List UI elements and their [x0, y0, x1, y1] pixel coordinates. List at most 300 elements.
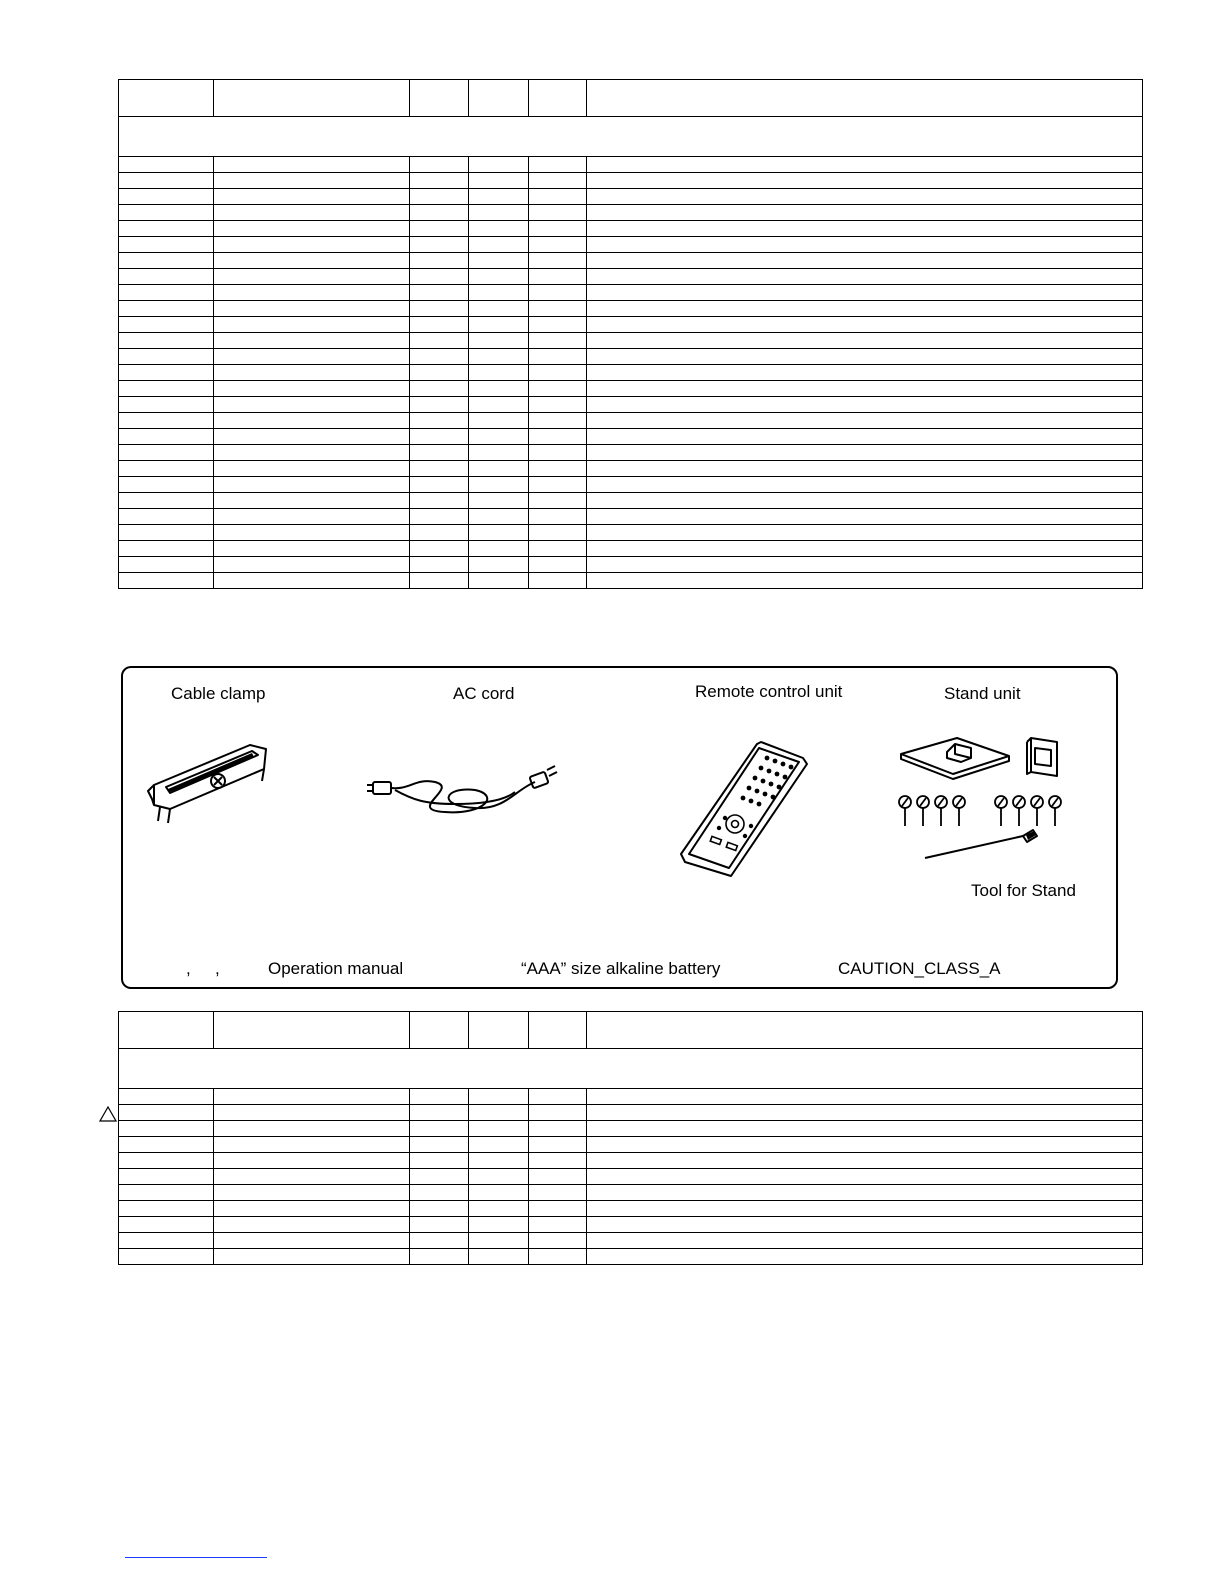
table-cell	[529, 1137, 587, 1153]
table-cell	[119, 1233, 214, 1249]
table-cell	[119, 509, 214, 525]
table-cell	[529, 413, 587, 429]
table-cell	[469, 1153, 529, 1169]
table-cell	[529, 525, 587, 541]
table-cell	[119, 557, 214, 573]
table-cell	[469, 1137, 529, 1153]
table-cell	[587, 1249, 1143, 1265]
table-row	[119, 205, 1143, 221]
table-cell	[587, 365, 1143, 381]
table-cell	[587, 1217, 1143, 1233]
table-cell	[410, 333, 469, 349]
table-cell	[587, 189, 1143, 205]
table-cell	[119, 285, 214, 301]
table-cell	[119, 461, 214, 477]
remote-control-label: Remote control unit	[695, 682, 843, 701]
table-cell	[119, 1169, 214, 1185]
table-cell	[119, 429, 214, 445]
table-cell	[214, 285, 410, 301]
table-cell	[529, 349, 587, 365]
table-cell	[214, 541, 410, 557]
table-cell	[529, 285, 587, 301]
table-cell	[469, 413, 529, 429]
table-cell	[469, 541, 529, 557]
table-cell	[587, 221, 1143, 237]
table-cell	[469, 237, 529, 253]
table-cell	[214, 365, 410, 381]
table-cell	[119, 573, 214, 589]
table-cell	[469, 333, 529, 349]
table-cell	[410, 317, 469, 333]
table-cell	[469, 573, 529, 589]
table-cell	[469, 1105, 529, 1121]
table-cell	[469, 301, 529, 317]
table-cell	[410, 461, 469, 477]
table-cell	[214, 477, 410, 493]
table-cell	[119, 1185, 214, 1201]
table-cell	[119, 189, 214, 205]
table-cell	[410, 301, 469, 317]
table-cell	[410, 429, 469, 445]
table-cell	[529, 557, 587, 573]
parts-table-bottom	[118, 1011, 1143, 1265]
table-cell	[214, 493, 410, 509]
table-cell	[214, 1089, 410, 1105]
table-cell	[529, 1089, 587, 1105]
table-cell	[587, 1185, 1143, 1201]
table-cell	[587, 1169, 1143, 1185]
table-cell	[529, 397, 587, 413]
table-cell	[410, 557, 469, 573]
table-cell	[587, 1105, 1143, 1121]
table-row	[119, 285, 1143, 301]
table-row	[119, 1185, 1143, 1201]
table-cell	[410, 1217, 469, 1233]
table-cell	[529, 477, 587, 493]
table-header-cell	[410, 80, 469, 117]
table-row	[119, 1249, 1143, 1265]
table-row	[119, 461, 1143, 477]
table-cell	[587, 253, 1143, 269]
table-cell	[410, 1185, 469, 1201]
table-cell	[587, 173, 1143, 189]
battery-label: “AAA” size alkaline battery	[521, 959, 721, 978]
operation-manual-label: Operation manual	[268, 959, 404, 978]
table-cell	[529, 317, 587, 333]
parts-table-top	[118, 79, 1143, 589]
table-cell	[587, 301, 1143, 317]
table-cell	[410, 397, 469, 413]
table-cell	[587, 1201, 1143, 1217]
table-row	[119, 1105, 1143, 1121]
table-cell	[469, 1249, 529, 1265]
table-cell	[469, 429, 529, 445]
table-cell	[214, 413, 410, 429]
table-cell	[214, 1217, 410, 1233]
table-cell	[469, 557, 529, 573]
table-cell	[410, 205, 469, 221]
table-row	[119, 365, 1143, 381]
table-cell	[119, 1137, 214, 1153]
table-cell	[469, 253, 529, 269]
table-cell	[214, 1233, 410, 1249]
table-cell	[119, 477, 214, 493]
table-header-cell	[529, 80, 587, 117]
comma-separator-1: ,	[186, 959, 191, 978]
table-header-cell	[587, 80, 1143, 117]
table-cell	[119, 221, 214, 237]
table-cell	[587, 541, 1143, 557]
table-cell	[214, 349, 410, 365]
table-cell	[587, 269, 1143, 285]
table-cell	[469, 157, 529, 173]
table-row	[119, 1201, 1143, 1217]
table-cell	[587, 413, 1143, 429]
table-cell	[469, 1089, 529, 1105]
table-cell	[410, 1169, 469, 1185]
table-section-cell	[119, 1049, 1143, 1089]
table-cell	[529, 301, 587, 317]
table-cell	[587, 237, 1143, 253]
table-cell	[469, 349, 529, 365]
table-cell	[529, 493, 587, 509]
table-cell	[469, 1169, 529, 1185]
table-row	[119, 157, 1143, 173]
table-row	[119, 1233, 1143, 1249]
table-cell	[529, 157, 587, 173]
table-cell	[469, 1233, 529, 1249]
warning-triangle-icon	[99, 1106, 117, 1122]
table-cell	[410, 1201, 469, 1217]
table-cell	[410, 1249, 469, 1265]
tool-for-stand-label: Tool for Stand	[971, 881, 1076, 900]
table-cell	[214, 157, 410, 173]
table-cell	[529, 1185, 587, 1201]
table-cell	[410, 1137, 469, 1153]
table-row	[119, 493, 1143, 509]
table-cell	[410, 381, 469, 397]
table-row	[119, 349, 1143, 365]
table-row	[119, 1121, 1143, 1137]
table-row	[119, 253, 1143, 269]
table-cell	[119, 173, 214, 189]
table-cell	[119, 1217, 214, 1233]
table-cell	[214, 189, 410, 205]
table-row	[119, 1089, 1143, 1105]
table-cell	[529, 173, 587, 189]
table-cell	[410, 237, 469, 253]
table-row	[119, 525, 1143, 541]
table-cell	[119, 493, 214, 509]
table-cell	[410, 157, 469, 173]
table-cell	[214, 429, 410, 445]
table-row	[119, 333, 1143, 349]
table-row	[119, 1169, 1143, 1185]
table-cell	[529, 1249, 587, 1265]
table-cell	[469, 461, 529, 477]
table-cell	[587, 285, 1143, 301]
comma-separator-2: ,	[215, 959, 220, 978]
table-cell	[529, 461, 587, 477]
table-cell	[410, 285, 469, 301]
stand-unit-icon	[895, 732, 1075, 877]
ac-cord-icon	[365, 760, 565, 830]
table-cell	[529, 365, 587, 381]
table-cell	[469, 205, 529, 221]
table-cell	[410, 1105, 469, 1121]
table-cell	[410, 493, 469, 509]
table-cell	[469, 1185, 529, 1201]
table-header-row	[119, 1012, 1143, 1049]
table-row	[119, 317, 1143, 333]
table-cell	[529, 333, 587, 349]
table-cell	[469, 525, 529, 541]
table-cell	[587, 333, 1143, 349]
table-row	[119, 1153, 1143, 1169]
table-header-cell	[469, 80, 529, 117]
table-cell	[469, 397, 529, 413]
table-row	[119, 557, 1143, 573]
table-cell	[119, 333, 214, 349]
table-header-cell	[214, 80, 410, 117]
table-cell	[119, 349, 214, 365]
table-cell	[529, 381, 587, 397]
table-cell	[587, 573, 1143, 589]
table-header-cell	[119, 80, 214, 117]
table-cell	[214, 317, 410, 333]
table-cell	[119, 157, 214, 173]
table-cell	[214, 1121, 410, 1137]
table-header-cell	[529, 1012, 587, 1049]
table-cell	[529, 1169, 587, 1185]
table-cell	[214, 253, 410, 269]
table-cell	[410, 525, 469, 541]
table-cell	[469, 269, 529, 285]
table-cell	[119, 381, 214, 397]
table-cell	[529, 1121, 587, 1137]
table-cell	[214, 445, 410, 461]
caution-class-label: CAUTION_CLASS_A	[838, 959, 1001, 978]
table-cell	[587, 381, 1143, 397]
table-cell	[410, 445, 469, 461]
table-row	[119, 413, 1143, 429]
table-cell	[529, 429, 587, 445]
table-row	[119, 189, 1143, 205]
table-cell	[587, 477, 1143, 493]
table-cell	[469, 173, 529, 189]
table-cell	[214, 397, 410, 413]
cable-clamp-icon	[140, 735, 280, 830]
table-cell	[214, 573, 410, 589]
table-cell	[587, 493, 1143, 509]
table-row	[119, 269, 1143, 285]
table-cell	[410, 1153, 469, 1169]
table-section-row	[119, 117, 1143, 157]
table-cell	[119, 1105, 214, 1121]
table-cell	[119, 237, 214, 253]
table-cell	[469, 445, 529, 461]
table-cell	[529, 269, 587, 285]
table-section-row	[119, 1049, 1143, 1089]
table-cell	[529, 189, 587, 205]
footer-link-underline[interactable]	[125, 1557, 267, 1558]
table-cell	[587, 429, 1143, 445]
table-cell	[529, 445, 587, 461]
table-row	[119, 429, 1143, 445]
table-cell	[587, 1153, 1143, 1169]
table-cell	[410, 189, 469, 205]
table-row	[119, 301, 1143, 317]
table-row	[119, 221, 1143, 237]
table-cell	[469, 317, 529, 333]
table-header-cell	[214, 1012, 410, 1049]
table-cell	[410, 365, 469, 381]
table-cell	[214, 1201, 410, 1217]
table-row	[119, 397, 1143, 413]
table-cell	[469, 1217, 529, 1233]
table-row	[119, 477, 1143, 493]
table-cell	[214, 333, 410, 349]
table-cell	[529, 1105, 587, 1121]
table-cell	[469, 509, 529, 525]
table-cell	[469, 1201, 529, 1217]
table-cell	[587, 557, 1143, 573]
table-cell	[587, 509, 1143, 525]
table-cell	[587, 349, 1143, 365]
table-cell	[214, 237, 410, 253]
table-cell	[410, 573, 469, 589]
stand-unit-label: Stand unit	[944, 684, 1021, 703]
table-cell	[587, 525, 1143, 541]
table-cell	[214, 1249, 410, 1265]
table-cell	[587, 1121, 1143, 1137]
table-cell	[119, 317, 214, 333]
table-cell	[214, 461, 410, 477]
table-header-cell	[587, 1012, 1143, 1049]
table-cell	[587, 397, 1143, 413]
table-cell	[469, 477, 529, 493]
table-cell	[469, 365, 529, 381]
table-cell	[410, 173, 469, 189]
table-cell	[587, 445, 1143, 461]
table-cell	[469, 1121, 529, 1137]
table-cell	[214, 269, 410, 285]
table-cell	[214, 301, 410, 317]
table-cell	[214, 1137, 410, 1153]
table-cell	[529, 237, 587, 253]
table-row	[119, 1137, 1143, 1153]
table-cell	[214, 509, 410, 525]
table-cell	[119, 541, 214, 557]
table-cell	[410, 509, 469, 525]
table-cell	[587, 461, 1143, 477]
table-row	[119, 445, 1143, 461]
table-cell	[529, 1217, 587, 1233]
table-header-cell	[469, 1012, 529, 1049]
table-cell	[119, 397, 214, 413]
table-cell	[214, 1169, 410, 1185]
remote-control-icon	[675, 738, 815, 883]
table-header-cell	[410, 1012, 469, 1049]
table-cell	[410, 1121, 469, 1137]
table-cell	[529, 1233, 587, 1249]
table-cell	[410, 1089, 469, 1105]
table-cell	[410, 269, 469, 285]
table-row	[119, 1217, 1143, 1233]
table-cell	[529, 205, 587, 221]
table-cell	[214, 1153, 410, 1169]
table-cell	[529, 1153, 587, 1169]
table-section-cell	[119, 117, 1143, 157]
table-row	[119, 381, 1143, 397]
table-cell	[119, 413, 214, 429]
table-cell	[214, 525, 410, 541]
table-cell	[119, 1201, 214, 1217]
table-cell	[469, 221, 529, 237]
table-cell	[214, 221, 410, 237]
table-cell	[214, 557, 410, 573]
table-cell	[529, 253, 587, 269]
table-cell	[587, 1089, 1143, 1105]
table-cell	[587, 317, 1143, 333]
table-cell	[214, 173, 410, 189]
table-row	[119, 173, 1143, 189]
table-cell	[119, 205, 214, 221]
table-header-cell	[119, 1012, 214, 1049]
table-cell	[410, 477, 469, 493]
table-cell	[469, 381, 529, 397]
cable-clamp-label: Cable clamp	[171, 684, 266, 703]
ac-cord-label: AC cord	[453, 684, 515, 703]
table-cell	[214, 1185, 410, 1201]
table-cell	[119, 1089, 214, 1105]
table-cell	[119, 445, 214, 461]
table-cell	[529, 573, 587, 589]
table-row	[119, 541, 1143, 557]
table-cell	[214, 1105, 410, 1121]
table-cell	[587, 1137, 1143, 1153]
table-cell	[410, 349, 469, 365]
table-cell	[529, 541, 587, 557]
table-cell	[214, 205, 410, 221]
table-cell	[410, 221, 469, 237]
table-cell	[119, 1153, 214, 1169]
table-cell	[119, 365, 214, 381]
table-cell	[410, 253, 469, 269]
table-cell	[587, 157, 1143, 173]
table-cell	[469, 189, 529, 205]
table-cell	[529, 221, 587, 237]
table-cell	[410, 541, 469, 557]
table-cell	[587, 205, 1143, 221]
table-cell	[469, 493, 529, 509]
table-cell	[410, 413, 469, 429]
table-cell	[469, 285, 529, 301]
table-cell	[119, 525, 214, 541]
table-cell	[119, 301, 214, 317]
table-header-row	[119, 80, 1143, 117]
table-cell	[119, 1121, 214, 1137]
table-row	[119, 509, 1143, 525]
table-cell	[119, 1249, 214, 1265]
table-cell	[410, 1233, 469, 1249]
table-cell	[214, 381, 410, 397]
table-cell	[587, 1233, 1143, 1249]
table-row	[119, 573, 1143, 589]
table-cell	[529, 1201, 587, 1217]
table-cell	[529, 509, 587, 525]
table-row	[119, 237, 1143, 253]
